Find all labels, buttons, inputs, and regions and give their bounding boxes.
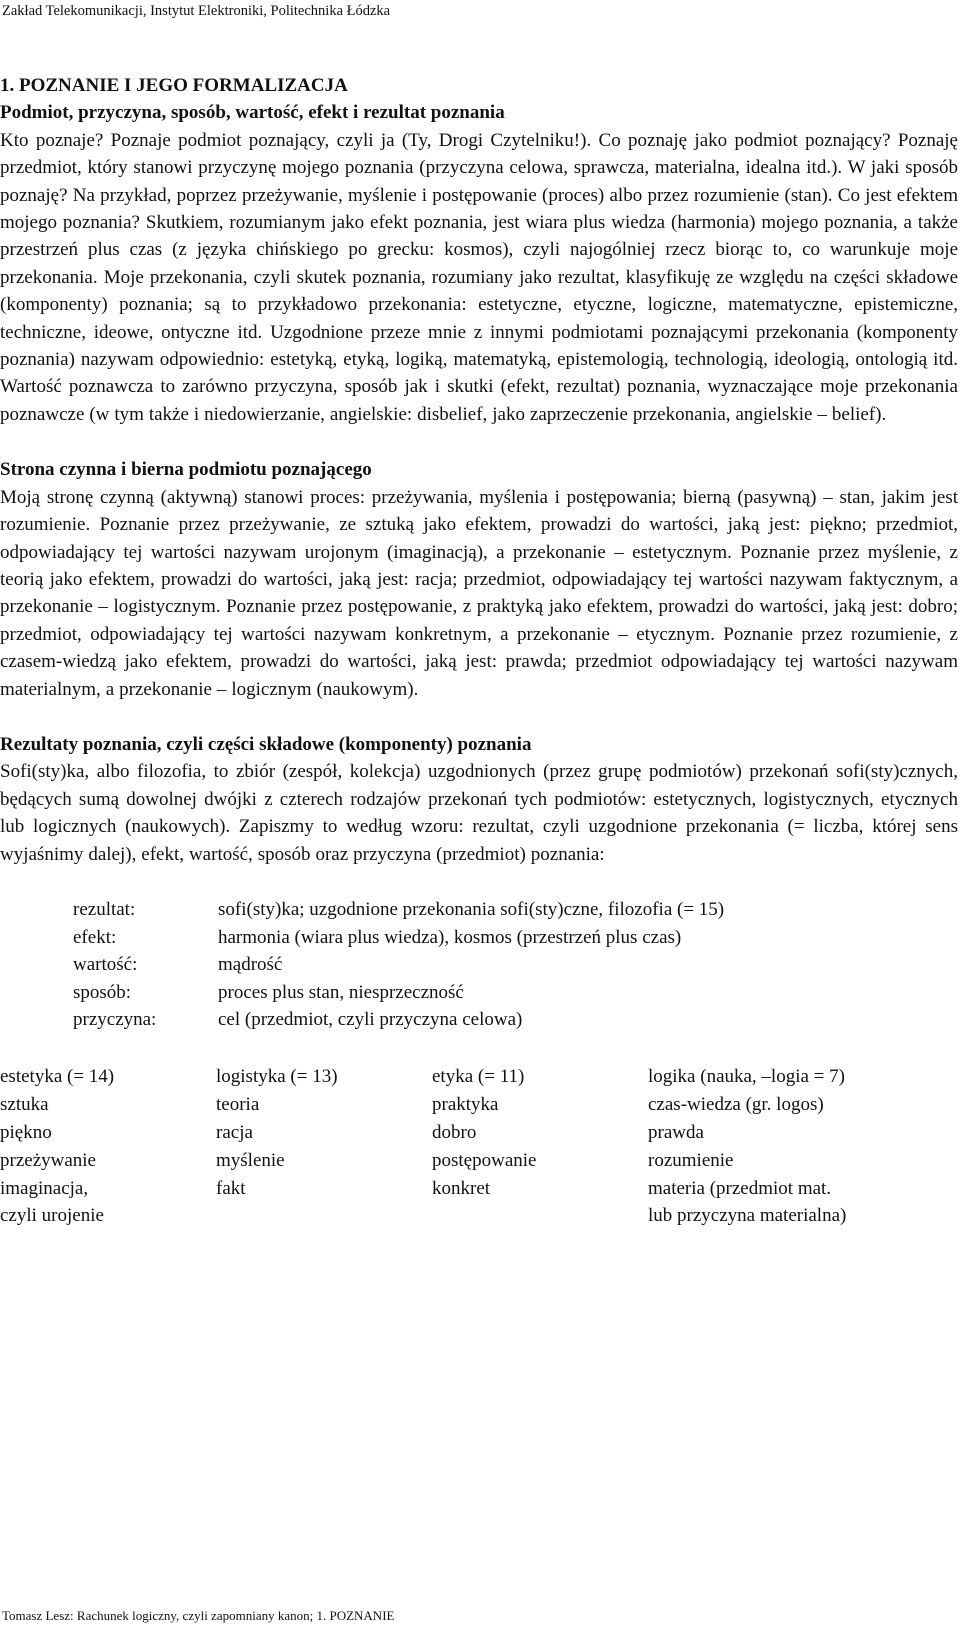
paragraph-rezultaty: Sofi(sty)ka, albo filozofia, to zbiór (zespół, kolekcja) uzgodnionych (przez grupę podmiotów) przekonań sofi(sty)cznych, będących sumą dowolnej dwójki z czterech rodzajów przekonań tych podmiotów: estetycznych, logistycznych, etycznych lub logicznych (naukowych). Zapiszmy to według wzoru: rezultat, czyli uzgodnione przekonania (= liczba, której sens wyjaśnimy dalej), efekt, wartość, sposób oraz przyczyna (przedmiot) poznania:: [0, 761, 958, 865]
column-cell: prawda: [648, 1121, 704, 1143]
paragraph-poznanie: Kto poznaje? Poznaje podmiot poznający, czyli ja (Ty, Drogi Czytelniku!). Co poznaję jako podmiot poznający? Poznaję przedmiot, który stanowi przyczynę mojego poznania (przyczyna celowa, sprawcza, materialna, idealna itd.). W jaki sposób poznaję? Na przykład, poprzez przeżywanie, myślenie i postępowanie (proces) albo przez rozumienie (stan). Co jest efektem mojego poznania? Skutkiem, rozumianym jako efekt poznania, jest wiara plus wiedza (harmonia) mojego poznania, a także przestrzeń plus czas (z języka chińskiego po grecku: kosmos), czyli najogólniej rzecz biorąc to, co warunkuje moje przekonania. Moje przekonania, czyli skutek poznania, rozumiany jako rezultat, klasyfikuję ze względu na części składowe (komponenty) poznania; są to przykładowo przekonania: estetyczne, etyczne, logiczne, matematyczne, epistemiczne, techniczne, ideowe, ontyczne itd. Uzgodnione przeze mnie z innymi podmiotami poznającymi przekonania (komponenty poznania) nazywam odpowiednio: estetyką, etyką, logiką, matematyką, epistemologią, technologią, ideologią, ontologią itd. Wartość poznawcza to zarówno przyczyna, sposób jak i skutki (efekt, rezultat) poznania, wyznaczające moje przekonania poznawcze (w tym także i niedowierzanie, angielskie: disbelief, jako zaprzeczenie przekonania, angielskie – belief).: [0, 129, 958, 425]
column-cell: dobro: [432, 1121, 477, 1143]
column-cell: fakt: [216, 1177, 246, 1199]
definition-key: sposób:: [73, 981, 132, 1003]
section-subtitle: Podmiot, przyczyna, sposób, wartość, efekt i rezultat poznania: [0, 102, 505, 124]
column-estetyka: [0, 1063, 216, 1230]
column-cell: teoria: [216, 1093, 260, 1115]
definition-value: proces plus stan, niesprzeczność: [218, 981, 464, 1003]
comparison-columns: [0, 1063, 958, 1230]
column-cell: etyka (= 11): [432, 1065, 525, 1087]
column-cell: logistyka (= 13): [216, 1065, 338, 1087]
column-cell: rozumienie: [648, 1149, 734, 1171]
definition-list: [73, 896, 958, 1034]
column-cell: konkret: [432, 1177, 491, 1199]
definition-key: efekt:: [73, 926, 117, 948]
column-cell: materia (przedmiot mat.: [648, 1177, 832, 1199]
column-cell: lub przyczyna materialna): [648, 1205, 847, 1227]
definition-key: przyczyna:: [73, 1009, 157, 1031]
section-title: 1. POZNANIE I JEGO FORMALIZACJA: [0, 75, 348, 96]
definition-value: sofi(sty)ka; uzgodnione przekonania sofi(sty)czne, filozofia (= 15): [218, 898, 725, 920]
definition-key: rezultat:: [73, 898, 136, 920]
column-cell: logika (nauka, –logia = 7): [648, 1065, 845, 1087]
column-cell: przeżywanie: [0, 1149, 96, 1171]
column-cell: praktyka: [432, 1093, 499, 1115]
column-cell: racja: [216, 1121, 253, 1143]
definition-value: harmonia (wiara plus wiedza), kosmos (przestrzeń plus czas): [218, 926, 682, 948]
column-logika: [648, 1063, 958, 1230]
column-cell: postępowanie: [432, 1149, 537, 1171]
definition-key: wartość:: [73, 954, 138, 976]
column-cell: estetyka (= 14): [0, 1065, 115, 1087]
column-logistyka: [216, 1063, 432, 1230]
definition-value: mądrość: [218, 954, 283, 976]
page-footer: Tomasz Lesz: Rachunek logiczny, czyli zapomniany kanon; 1. POZNANIE: [2, 1608, 395, 1623]
definition-value: cel (przedmiot, czyli przyczyna celowa): [218, 1009, 523, 1031]
page-header: Zakład Telekomunikacji, Instytut Elektroniki, Politechnika Łódzka: [2, 3, 391, 19]
column-cell: imaginacja,: [0, 1177, 89, 1199]
column-cell: myślenie: [216, 1149, 285, 1171]
column-cell: czyli urojenie: [0, 1205, 104, 1227]
column-cell: piękno: [0, 1121, 52, 1143]
section-heading-rezultaty: Rezultaty poznania, czyli części składowe (komponenty) poznania: [0, 733, 532, 755]
column-cell: sztuka: [0, 1093, 49, 1115]
document-body: [0, 72, 958, 1230]
section-heading-strona: Strona czynna i bierna podmiotu poznającego: [0, 459, 372, 481]
paragraph-strona: Moją stronę czynną (aktywną) stanowi proces: przeżywania, myślenia i postępowania; bierną (pasywną) – stan, jakim jest rozumienie. Poznanie przez przeżywanie, ze sztuką jako efektem, prowadzi do wartości, jaką jest: piękno; przedmiot, odpowiadający tej wartości nazywam urojonym (imaginacją), a przekonanie – estetycznym. Poznanie przez myślenie, z teorią jako efektem, prowadzi do wartości, jaką jest: racja; przedmiot, odpowiadający tej wartości nazywam faktycznym, a przekonanie – logistycznym. Poznanie przez postępowanie, z praktyką jako efektem, prowadzi do wartości, jaką jest: dobro; przedmiot, odpowiadający tej wartości nazywam konkretnym, a przekonanie – etycznym. Poznanie przez rozumienie, z czasem-wiedzą jako efektem, prowadzi do wartości, jaką jest: prawda; przedmiot odpowiadający tej wartości nazywam materialnym, a przekonanie – logicznym (naukowym).: [0, 486, 958, 700]
column-etyka: [432, 1063, 648, 1230]
column-cell: czas-wiedza (gr. logos): [648, 1093, 824, 1115]
